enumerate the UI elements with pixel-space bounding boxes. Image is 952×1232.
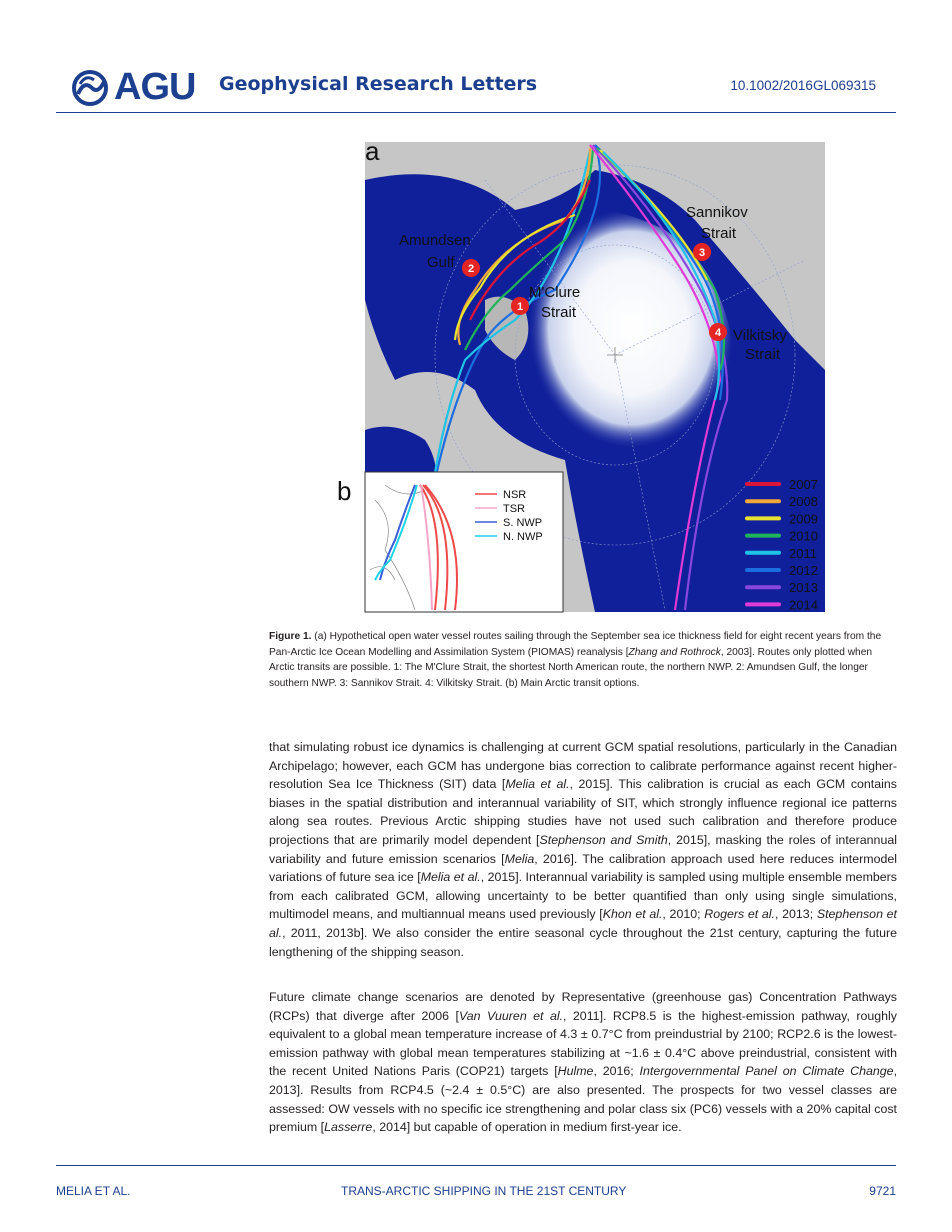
body-text-run: , 2013;	[775, 907, 817, 922]
figure-caption	[269, 629, 897, 691]
inset-legend-label: S. NWP	[503, 517, 543, 529]
footer-authors: MELIA ET AL.	[56, 1184, 131, 1198]
citation-author: Hulme	[557, 1064, 594, 1079]
citation-author: Stephenson and Smith	[539, 832, 668, 847]
panel-b-label: b	[337, 476, 352, 506]
header-rule	[56, 112, 896, 113]
marker-2-label: 2	[467, 263, 475, 275]
label-amundsen-1: Amundsen	[399, 232, 471, 249]
label-vilkitsky-2: Strait	[745, 346, 781, 363]
legend-label-2012: 2012	[789, 563, 818, 578]
figure-1	[335, 140, 825, 614]
caption-label: Figure 1.	[269, 631, 312, 642]
body-text-run: , 2011]. RCP8.5 is the highest-emission pathway, roughly equivalent to a global mean temperature increase of 4.3 ± 0.7°C from preindustrial by 2100; RCP2.6 is the lowest-emission pathway with global mean temperatures stabilizing at ~1.6 ± 0.4°C above preindustrial, consistent with the recent United Nations Paris (COP21) targets [	[269, 1008, 897, 1079]
citation-author: Khon et al.	[602, 907, 663, 922]
agu-emblem-icon	[72, 70, 110, 106]
doi: 10.1002/2016GL069315	[730, 78, 876, 93]
caption-text-2: , 2003]. Routes only plotted when Arctic transits are possible. 1: The M'Clure Strait, the shortest North American route, the northern NWP. 2: Amundsen Gulf, the longer southern NWP. 3: Sannikov Strait. 4: Vilkitsky Strait. (b) Main Arctic transit options.	[269, 646, 873, 689]
journal-title: Geophysical Research Letters	[219, 73, 538, 95]
marker-1-label: 1	[516, 301, 524, 313]
legend-label-2014: 2014	[789, 597, 818, 613]
citation-author: Lasserre	[324, 1120, 373, 1135]
legend-label-2008: 2008	[789, 494, 818, 510]
label-mclure-1: M'Clure	[529, 284, 581, 301]
caption-cite: Zhang and Rothrock	[628, 646, 721, 658]
figure-svg	[335, 140, 825, 614]
logo-text: AGU	[114, 66, 196, 108]
citation-author: Stephenson et al.	[269, 907, 897, 940]
citation-author: Melia et al.	[505, 777, 570, 792]
body-text-run: , 2010;	[662, 907, 705, 922]
page-header	[56, 62, 896, 112]
legend-label-2009: 2009	[789, 511, 818, 527]
citation-author: Van Vuuren et al.	[458, 1008, 564, 1023]
footer-running-title: TRANS-ARCTIC SHIPPING IN THE 21ST CENTURY	[341, 1184, 627, 1198]
caption-text-1: (a) Hypothetical open water vessel routes sailing through the September sea ice thickness field for eight recent years from the Pan-Arctic Ice Ocean Modelling and Assimilation System (PIOMAS) reanalysis [	[269, 631, 882, 658]
body-text-run: , 2014] but capable of operation in medium first-year ice.	[372, 1120, 682, 1135]
body-text-run: that simulating robust ice dynamics is challenging at current GCM spatial resolutions, particularly in the Canadian Archipelago; however, each GCM has undergone bias correction to calibrate performance against recent higher-resolution Sea Ice Thickness (SIT) data [	[269, 740, 897, 792]
legend-label-2007: 2007	[789, 477, 818, 492]
marker-3-label: 3	[698, 247, 706, 259]
label-sannikov-1: Sannikov	[686, 204, 748, 221]
agu-logo	[72, 66, 195, 109]
body-paragraph-2	[269, 988, 897, 1137]
citation-author: Melia et al.	[420, 870, 481, 885]
body-text-run: , 2015]. This calibration is crucial as each GCM contains biases in the spatial distribution and interannual variability of SIT, which strongly influence regional ice patterns along sea routes. Previous Arctic shipping studies have not used such calibration and therefore produce projections that are primarily model dependent [	[269, 777, 897, 847]
body-text-run: , 2015]. Interannual variability is sampled using multiple ensemble members from each calibrated GCM, allowing uncertainty to be better quantified than only using single simulations, multimodel means, and multiannual means used previously [	[269, 870, 898, 922]
label-amundsen-2: Gulf	[427, 254, 455, 271]
body-text-run: , 2016]. The calibration approach used here reduces intermodel variations of future sea ice [	[269, 851, 898, 885]
body-paragraph-1	[269, 738, 897, 961]
marker-4-label: 4	[714, 327, 722, 339]
legend-label-2011: 2011	[789, 545, 817, 561]
inset-legend-label: TSR	[503, 503, 525, 515]
legend-label-2013: 2013	[789, 580, 818, 596]
label-mclure-2: Strait	[541, 304, 577, 321]
inset-legend-label: N. NWP	[503, 531, 543, 543]
inset-legend-label: NSR	[503, 489, 527, 501]
page-number: 9721	[869, 1184, 896, 1198]
panel-a-label: a	[365, 140, 380, 166]
legend-label-2010: 2010	[789, 528, 818, 544]
citation-author: Intergovernmental Panel on Climate Change	[639, 1064, 894, 1079]
citation-author: Rogers et al.	[704, 907, 775, 922]
label-sannikov-2: Strait	[701, 225, 737, 242]
citation-author: Melia	[504, 851, 535, 866]
footer-rule	[56, 1165, 896, 1166]
body-text-run: , 2011, 2013b]. We also consider the entire seasonal cycle throughout the 21st century, capturing the future lengthening of the shipping season.	[269, 925, 897, 959]
body-text-run: Future climate change scenarios are denoted by Representative (greenhouse gas) Concentration Pathways (RCPs) that diverge after 2006 [	[269, 990, 897, 1023]
body-text-run: , 2013]. Results from RCP4.5 (~2.4 ± 0.5°C) are also presented. The prospects for two vessel classes are assessed: OW vessels with no specific ice strengthening and polar class six (PC6) vessels with a 20% capital cost premium [	[269, 1064, 898, 1135]
label-vilkitsky-1: Vilkitsky	[733, 327, 787, 344]
body-text-run: , 2015], masking the roles of interannual variability and future emission scenarios [	[269, 832, 897, 866]
body-text-run: , 2016;	[593, 1064, 640, 1079]
